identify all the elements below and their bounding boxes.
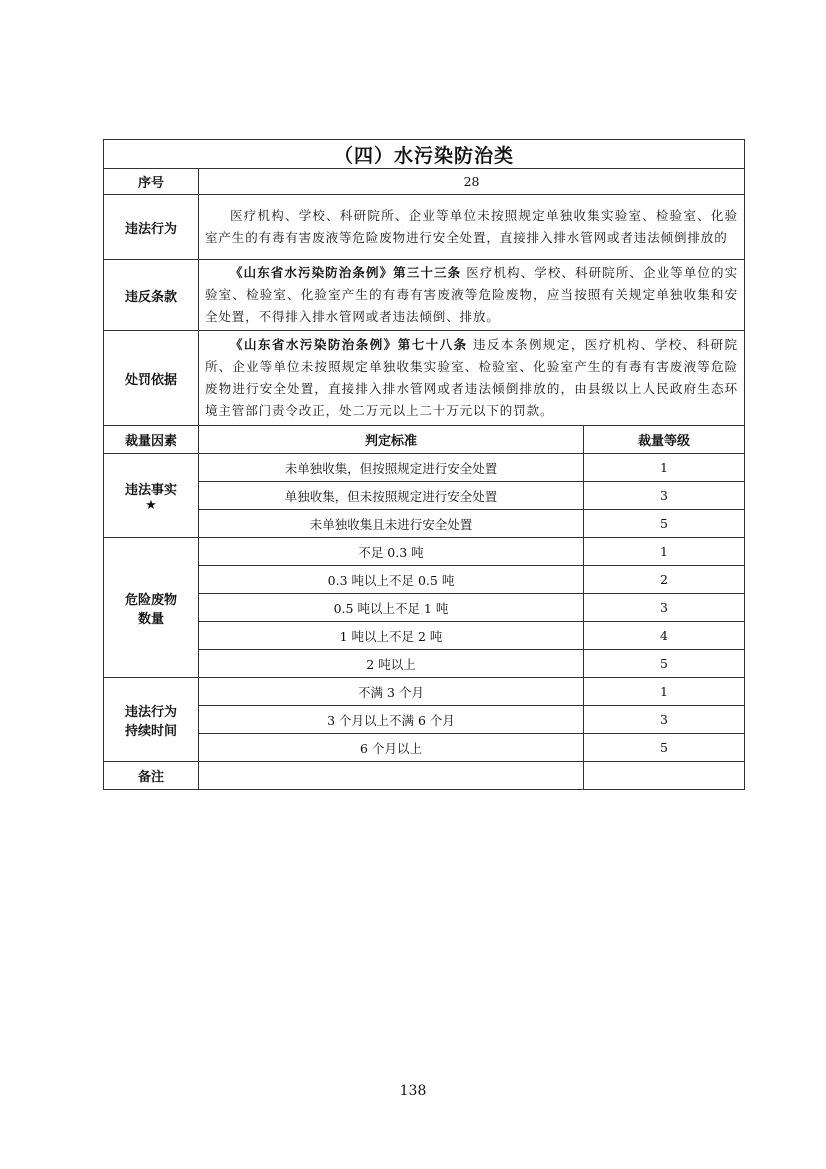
level-cell: 4 [584, 622, 745, 650]
remark-level [584, 762, 745, 790]
penalty-ref: 《山东省水污染防治条例》第七十八条 [230, 337, 468, 352]
standard-cell: 未单独收集且未进行安全处置 [199, 510, 584, 538]
seq-label: 序号 [104, 169, 199, 195]
standard-cell: 0.3 吨以上不足 0.5 吨 [199, 566, 584, 594]
penalty-label: 处罚依据 [104, 331, 199, 426]
clause-cell [199, 260, 745, 331]
table-row [104, 482, 745, 510]
level-cell: 1 [584, 454, 745, 482]
level-cell: 5 [584, 510, 745, 538]
table-row [104, 510, 745, 538]
penalty-cell [199, 331, 745, 426]
standard-cell: 单独收集，但未按照规定进行安全处置 [199, 482, 584, 510]
table-row [104, 594, 745, 622]
level-cell: 5 [584, 734, 745, 762]
level-cell: 3 [584, 706, 745, 734]
standard-cell: 未单独收集，但按照规定进行安全处置 [199, 454, 584, 482]
level-cell: 1 [584, 538, 745, 566]
table-title: （四）水污染防治类 [104, 140, 745, 169]
table-row [104, 678, 745, 706]
standard-cell: 不足 0.3 吨 [199, 538, 584, 566]
table-row [104, 454, 745, 482]
remark-standard [199, 762, 584, 790]
factor-label-line2: 持续时间 [124, 723, 177, 739]
standard-cell: 2 吨以上 [199, 650, 584, 678]
table-row [104, 650, 745, 678]
factor-label-line1: 违法行为 [124, 704, 177, 720]
header-standard: 判定标准 [199, 426, 584, 454]
table-row [104, 566, 745, 594]
header-level: 裁量等级 [584, 426, 745, 454]
clause-label: 违反条款 [104, 260, 199, 331]
standard-cell: 不满 3 个月 [199, 678, 584, 706]
penalty-text: 违反本条例规定，医疗机构、学校、科研院所、企业等单位未按照规定单独收集实验室、检验室、化验室产生的有毒有害废液等危险废物进行安全处置，直接排入排水管网或者违法倾倒排放的，由县级以上人民政府生态环境主管部门责令改正，处二万元以上二十万元以下的罚款。 [205, 337, 739, 418]
factor-label-line2: 数量 [137, 611, 164, 627]
level-cell: 3 [584, 482, 745, 510]
level-cell: 5 [584, 650, 745, 678]
act-text: 医疗机构、学校、科研院所、企业等单位未按照规定单独收集实验室、检验室、化验室产生的有毒有害废液等危险废物进行安全处置，直接排入排水管网或者违法倾倒排放的 [199, 195, 745, 260]
level-cell: 1 [584, 678, 745, 706]
standard-cell: 6 个月以上 [199, 734, 584, 762]
clause-text: 医疗机构、学校、科研院所、企业等单位的实验室、检验室、化验室产生的有毒有害废液等危险废物，应当按照有关规定单独收集和安全处置，不得排入排水管网或者违法倾倒、排放。 [205, 265, 739, 324]
table-row [104, 538, 745, 566]
factor-label-line1: 违法事实 [124, 482, 177, 498]
discretion-table [103, 139, 745, 790]
act-label: 违法行为 [104, 195, 199, 260]
seq-value: 28 [199, 169, 745, 195]
factor-label [104, 678, 199, 762]
table-row [104, 706, 745, 734]
page-number: 138 [399, 1083, 427, 1099]
factor-label-line2: ★ [145, 497, 157, 513]
clause-ref: 《山东省水污染防治条例》第三十三条 [230, 265, 462, 280]
level-cell: 2 [584, 566, 745, 594]
table-row [104, 734, 745, 762]
standard-cell: 0.5 吨以上不足 1 吨 [199, 594, 584, 622]
remark-label: 备注 [104, 762, 199, 790]
standard-cell: 1 吨以上不足 2 吨 [199, 622, 584, 650]
factor-label [104, 538, 199, 678]
table-row [104, 622, 745, 650]
standard-cell: 3 个月以上不满 6 个月 [199, 706, 584, 734]
factor-label [104, 454, 199, 538]
header-factor: 裁量因素 [104, 426, 199, 454]
factor-label-line1: 危险废物 [124, 592, 177, 608]
level-cell: 3 [584, 594, 745, 622]
